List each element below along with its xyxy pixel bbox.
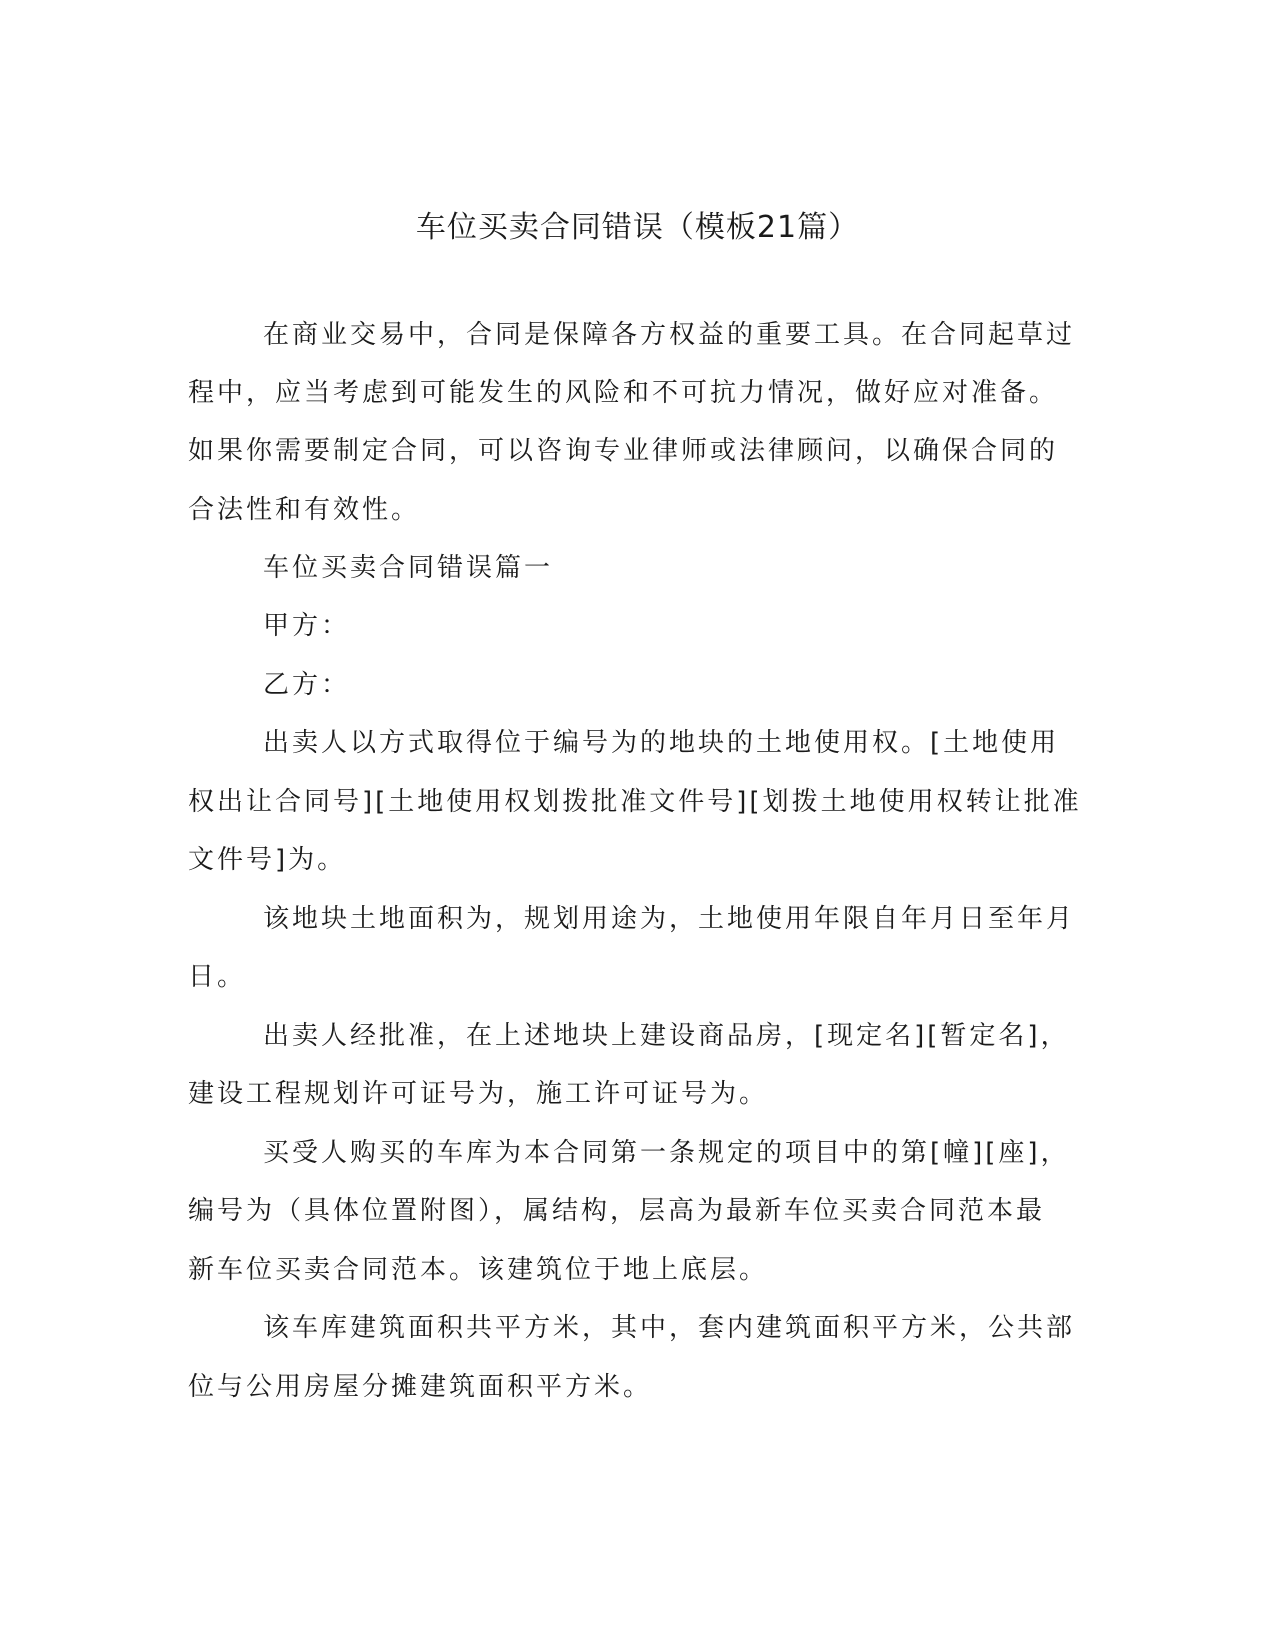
clause-garage-line-2: 编号为（具体位置附图），属结构，层高为最新车位买卖合同范本最 xyxy=(188,1196,1046,1226)
clause-land-line-1: 出卖人以方式取得位于编号为的地块的土地使用权。[土地使用 xyxy=(263,728,1060,758)
clause-build-line-2: 建设工程规划许可证号为，施工许可证号为。 xyxy=(188,1079,769,1109)
clause-area-line-2: 日。 xyxy=(188,962,247,992)
clause-floor-area-line-1: 该车库建筑面积共平方米，其中，套内建筑面积平方米，公共部 xyxy=(263,1313,1076,1343)
clause-area-line-1: 该地块土地面积为，规划用途为，土地使用年限自年月日至年月 xyxy=(263,904,1076,934)
clause-build-line-1: 出卖人经批准，在上述地块上建设商品房，[现定名][暂定名]， xyxy=(263,1021,1070,1051)
intro-line-3: 如果你需要制定合同，可以咨询专业律师或法律顾问，以确保合同的 xyxy=(188,436,1059,466)
clause-land-line-3: 文件号]为。 xyxy=(188,845,347,875)
intro-line-1: 在商业交易中，合同是保障各方权益的重要工具。在合同起草过 xyxy=(263,320,1076,350)
party-a-line: 甲方： xyxy=(263,611,351,641)
section-heading: 车位买卖合同错误篇一 xyxy=(263,553,554,583)
clause-garage-line-1: 买受人购买的车库为本合同第一条规定的项目中的第[幢][座]， xyxy=(263,1138,1070,1168)
intro-line-4: 合法性和有效性。 xyxy=(188,495,421,525)
document-title: 车位买卖合同错误（模板21篇） xyxy=(415,210,860,245)
clause-land-line-2: 权出让合同号][土地使用权划拨批准文件号][划拨土地使用权转让批准 xyxy=(188,787,1082,817)
party-b-line: 乙方： xyxy=(263,670,351,700)
clause-floor-area-line-2: 位与公用房屋分摊建筑面积平方米。 xyxy=(188,1372,653,1402)
clause-garage-line-3: 新车位买卖合同范本。该建筑位于地上底层。 xyxy=(188,1255,769,1285)
intro-line-2: 程中，应当考虑到可能发生的风险和不可抗力情况，做好应对准备。 xyxy=(188,378,1059,408)
